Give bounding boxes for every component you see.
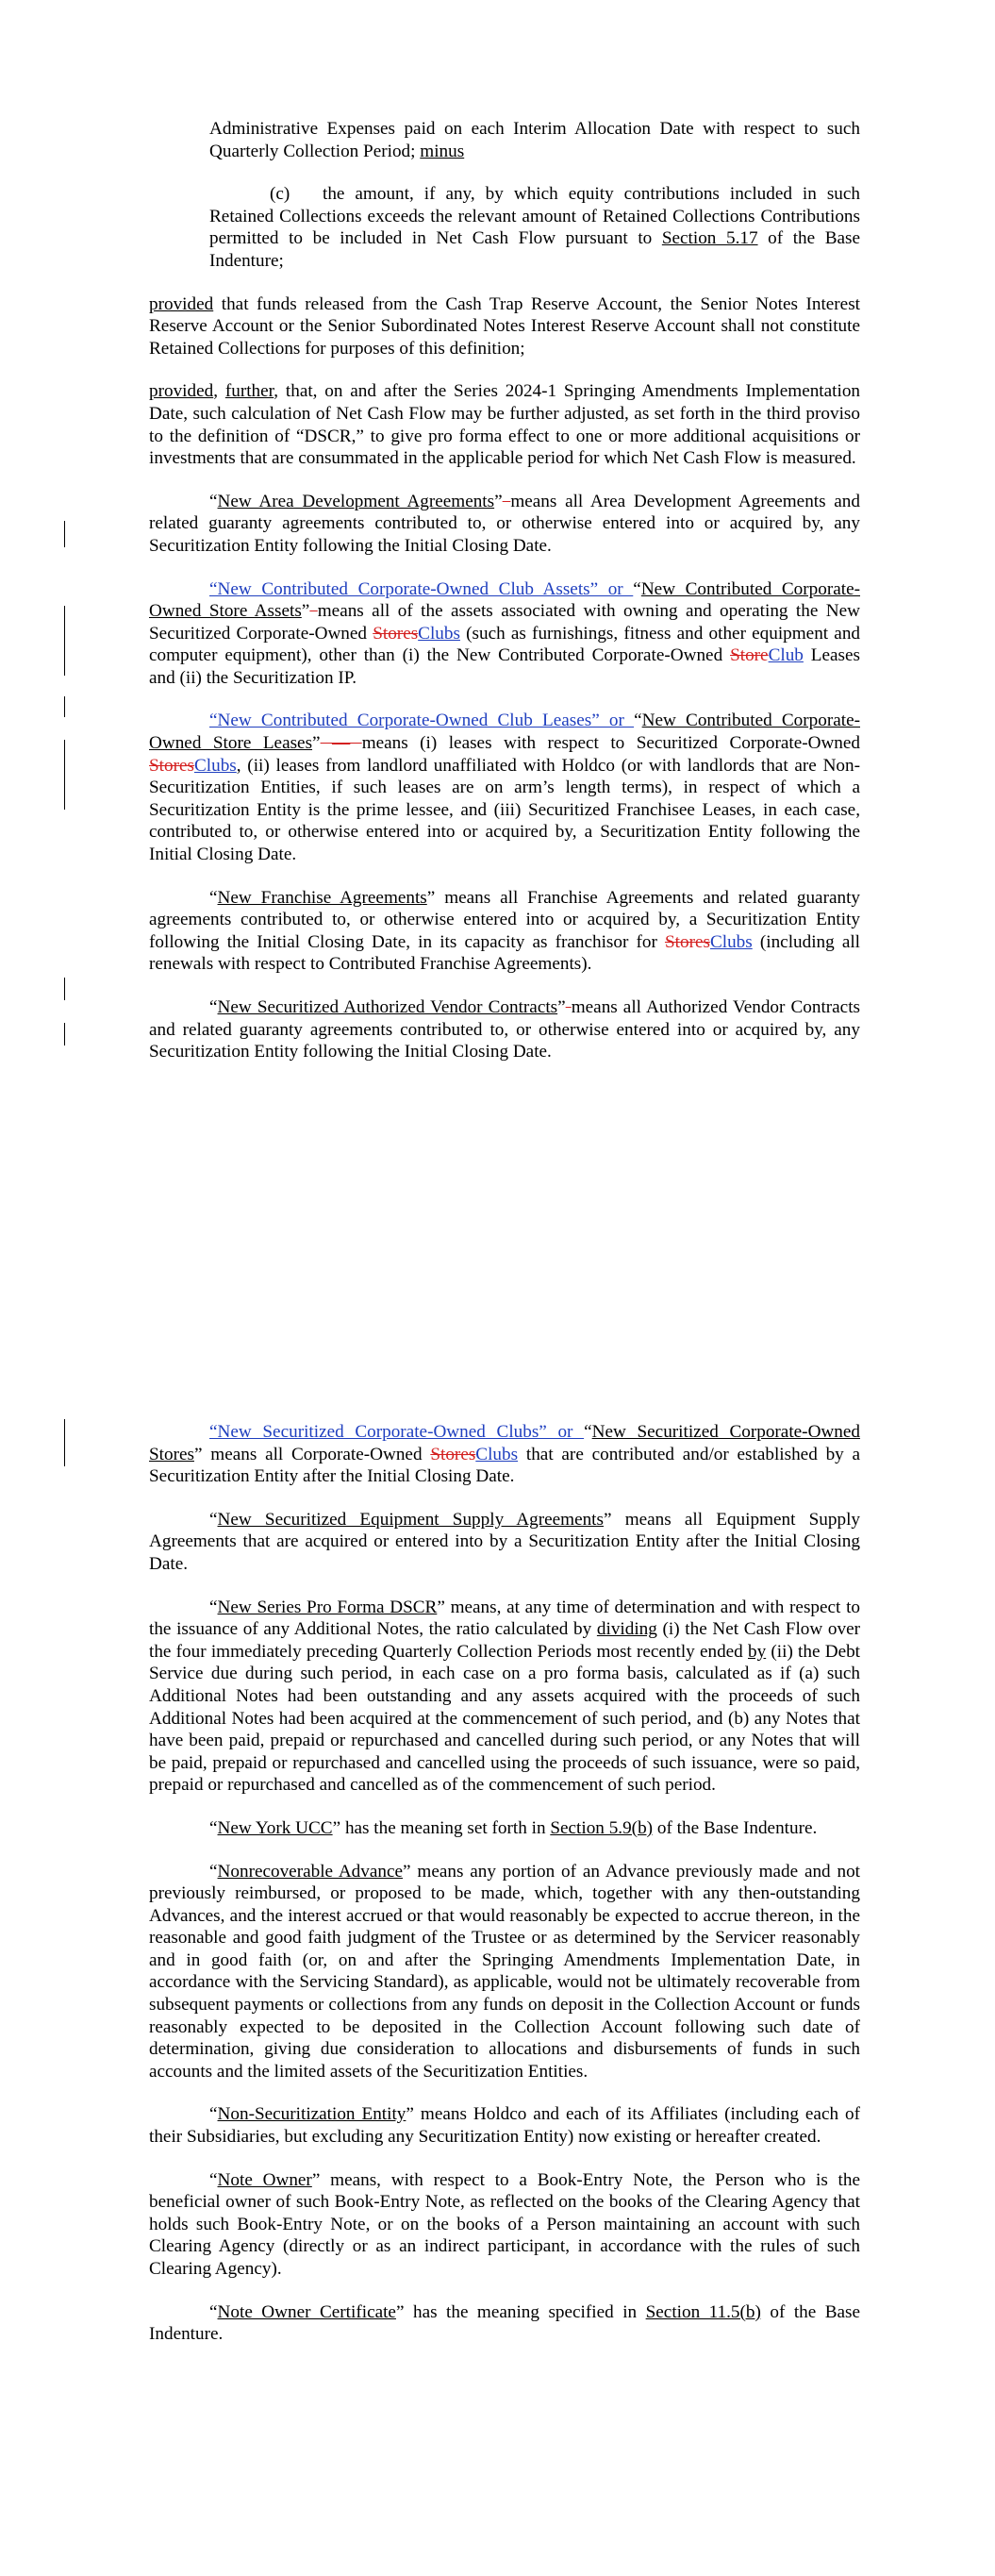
deleted-text: Stores (373, 623, 419, 644)
inserted-text: “New Contributed Corporate-Owned Club Assets” or (209, 578, 634, 599)
further-proviso-paragraph: provided, further, that, on and after the Series 2024-1 Springing Amendments Implementation Date, such calculation of Net Cash Flow may be further adjusted, as set forth in the third proviso to the definition of “DSCR,” to give pro forma effect to one or more additional acquisitions or investments that are consummated in the applicable period for which Net Cash Flow is measured. (149, 381, 861, 469)
defined-term: New Securitized Corporate-Owned Stores (149, 1422, 860, 1464)
deleted-text: Stores (149, 755, 194, 776)
inserted-text: Club (768, 645, 804, 666)
inserted-text: Clubs (418, 623, 460, 644)
change-bar (64, 740, 65, 810)
section-reference[interactable]: Section 11.5(b) (645, 2301, 761, 2322)
deleted-text (309, 601, 317, 621)
defined-term: Nonrecoverable Advance (217, 1861, 404, 1882)
defined-term: New York UCC (217, 1817, 333, 1838)
definition-new-franchise-agreements: “New Franchise Agreements” means all Franchise Agreements and related guaranty agreements contributed to, or otherwise entered into or acquired by, a Securitization Entity following the Initial Closing Date, in its capacity as franchisor for StoresClubs (including all renewals with respect to Contributed Franchise Agreements). (149, 887, 861, 975)
inserted-text: Clubs (475, 1444, 519, 1464)
defined-term: New Contributed Corporate-Owned Store Leases (149, 711, 860, 754)
deleted-text: Stores (664, 931, 710, 952)
inserted-text: Clubs (709, 931, 753, 952)
defined-term: New Securitized Equipment Supply Agreements (217, 1509, 604, 1530)
section-reference[interactable]: Section 5.17 (661, 228, 758, 249)
deleted-text: Stores (430, 1444, 476, 1464)
definition-non-securitization-entity: “Non-Securitization Entity” means Holdco and each of its Affiliates (including each of their Subsidiaries, but excluding any Securitization Entity) now existing or hereafter created. (149, 2104, 861, 2148)
inserted-text: Clubs (193, 755, 237, 776)
defined-term: New Series Pro Forma DSCR (217, 1597, 438, 1617)
change-bar (64, 606, 65, 676)
inserted-text: “New Securitized Corporate-Owned Clubs” or (209, 1422, 585, 1442)
definition-new-york-ucc: “New York UCC” has the meaning set forth in Section 5.9(b) of the Base Indenture. (209, 1817, 818, 1838)
proviso-paragraph: provided that funds released from the Cash Trap Reserve Account, the Senior Notes Interest Reserve Account or the Senior Subordinated Notes Interest Reserve Account shall not constitute Retained Collections for purposes of this definition; (149, 293, 860, 359)
defined-term: Note Owner Certificate (217, 2301, 396, 2322)
section-reference[interactable]: Section 5.9(b) (550, 1817, 654, 1838)
definition-note-owner-certificate: “Note Owner Certificate” has the meaning specified in Section 11.5(b) of the Base Indenture. (149, 2301, 861, 2345)
definition-nonrecoverable-advance: “Nonrecoverable Advance” means any portion of an Advance previously made and not previously reimbursed, or proposed to be made, which, together with any then-outstanding Advances, and the interest accrued or that would reasonably be expected to accrue thereon, in the reasonable and good faith judgment of the Trustee or as determined by the Servicer reasonably and in good faith (or, on and after the Springing Amendments Implementation Date, in accordance with the Servicing Standard), as applicable, would not be ultimately recoverable from subsequent payments or collections from any funds on deposit in the Collection Account or funds reasonably expected to be deposited in the Collection Account following such date of determination, giving due consideration to allocations and disbursements of funds in such accounts and the limited assets of the Securitization Entities. (149, 1861, 861, 2082)
interim-expenses-clause: Administrative Expenses paid on each Interim Allocation Date with respect to such Quarterly Collection Period; minus (209, 119, 860, 161)
change-bar (64, 696, 65, 717)
change-bar (64, 1023, 65, 1045)
definition-note-owner: “Note Owner” means, with respect to a Book-Entry Note, the Person who is the beneficial owner of such Book-Entry Note, as reflected on the books of the Clearing Agency that holds such Book-Entry Note, or on the books of a Person maintaining an account with such Clearing Agency (directly or as an indirect participant, in accordance with the rules of such Clearing Agency). (149, 2169, 861, 2279)
defined-term: Non-Securitization Entity (217, 2104, 406, 2125)
definition-new-series-pro-forma-dscr: “New Series Pro Forma DSCR” means, at any time of determination and with respect to the issuance of any Additional Notes, the ratio calculated by dividing (i) the Net Cash Flow over the four immediately preceding Quarterly Collection Periods most recently ended by (ii) the Debt Service due during such period, in each case on a pro forma basis, calculated as if (a) such Additional Notes had been outstanding and any assets acquired with the proceeds of such Additional Notes had been acquired at the commencement of such period, and (b) any Notes that have been paid, prepaid or repurchased and cancelled during such period, or any Notes that will be paid, prepaid or repurchased and cancelled using the proceeds of such issuance, were so paid, prepaid or repurchased and cancelled as of the commencement of such period. (149, 1597, 861, 1796)
definition-new-contributed-leases: “New Contributed Corporate-Owned Club Leases” or “New Contributed Corporate-Owned Store Leases” — means (i) leases with respect to Securitized Corporate-Owned StoresClubs, (ii) leases from landlord unaffiliated with Holdco (or with landlords that are Non-Securitization Entities, if such leases are on arm’s length terms), in respect of which a Securitization Entity is the prime lessee, and (iii) Securitized Franchisee Leases, in each case, contributed to, or otherwise entered into or acquired by, a Securitization Entity following the Initial Closing Date. (149, 711, 861, 865)
page-one (149, 118, 860, 1063)
definition-new-securitized-equipment-supply-agreements: “New Securitized Equipment Supply Agreements” means all Equipment Supply Agreements that are acquired or entered into by a Securitization Entity after the Initial Closing Date. (149, 1509, 860, 1574)
deleted-text: — (320, 733, 362, 754)
deleted-text: Store (730, 645, 769, 666)
inserted-text: “New Contributed Corporate-Owned Club Leases” or (209, 711, 635, 731)
definition-new-securitized-corporate-owned-stores: “New Securitized Corporate-Owned Clubs” or “New Securitized Corporate-Owned Stores” means all Corporate-Owned StoresClubs that are contributed and/or established by a Securitization Entity after the Initial Closing Date. (149, 1422, 861, 1487)
page-two (149, 1421, 860, 2346)
defined-term: New Area Development Agreements (217, 491, 495, 511)
change-bar (64, 978, 65, 1000)
definition-new-securitized-authorized-vendor-contracts: “New Securitized Authorized Vendor Contracts” means all Authorized Vendor Contracts and related guaranty agreements contributed to, or otherwise entered into or acquired by, any Securitization Entity following the Initial Closing Date. (149, 997, 861, 1062)
change-bar (64, 1419, 65, 1466)
definition-new-area-development-agreements: “New Area Development Agreements” means all Area Development Agreements and related guaranty agreements contributed to, or otherwise entered into or acquired by, any Securitization Entity following the Initial Closing Date. (149, 491, 860, 556)
defined-term: Note Owner (217, 2169, 312, 2190)
change-bar (64, 521, 65, 547)
definition-new-contributed-assets: “New Contributed Corporate-Owned Club Assets” or “New Contributed Corporate-Owned Store Assets” means all of the assets associated with owning and operating the New Securitized Corporate-Owned StoresClubs (such as furnishings, fitness and other equipment and computer equipment), other than (i) the New Contributed Corporate-Owned StoreClub Leases and (ii) the Securitization IP. (149, 578, 861, 688)
clause-c: (c) the amount, if any, by which equity contributions included in such Retained Collections exceeds the relevant amount of Retained Collections Contributions permitted to be included in Net Cash Flow pursuant to Section 5.17 of the Base Indenture; (209, 184, 861, 271)
defined-term: New Contributed Corporate-Owned Store Assets (149, 578, 860, 622)
defined-term: New Franchise Agreements (217, 887, 427, 908)
defined-term: New Securitized Authorized Vendor Contracts (217, 997, 558, 1017)
